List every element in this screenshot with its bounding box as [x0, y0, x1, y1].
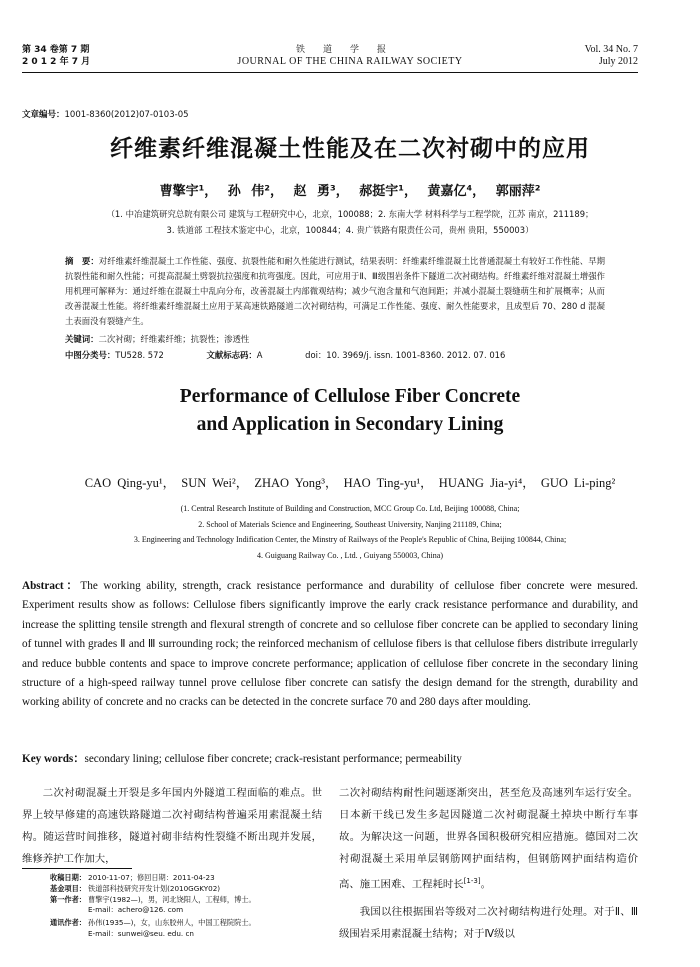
article-number-label: 文章编号： [22, 110, 65, 120]
footnote-rule [22, 868, 132, 869]
affiliation-cn-line: （1. 中冶建筑研究总院有限公司 建筑与工程研究中心，北京，100088；2. 东南大学 材料科学与工程学院，江苏 南京，211189； [106, 209, 594, 219]
title-en [0, 383, 700, 439]
footnote-received [30, 873, 330, 884]
title-en-line: and Application in Secondary Lining [196, 414, 504, 435]
affiliation-en-line: 2. School of Materials Science and Engineering, Southeast University, Nanjing 211189, China; [198, 519, 502, 529]
abstract-cn-text: 对纤维素纤维混凝土工作性能、强度、抗裂性能和耐久性能进行测试，结果表明：纤维素纤维混凝土比普通混凝土有较好工作性能、早期抗裂性能和耐久性能；可提高混凝土劈裂抗拉强度和抗弯强度。因此，可应用于Ⅱ、Ⅲ级围岩条件下隧道二次衬砌结构。纤维素纤维对混凝土增强作用机理可解释为：通过纤维在混凝土中乱向分布，改善混凝土内部微观结构；减少气泡含量和气泡间距；并减小混凝土裂缝萌生和扩展概率；从而改善混凝土性能。将纤维素纤维混凝土应用于某高速铁路隧道二次衬砌结构，可满足工作性能、强度、耐久性能要求，且成型后 70、280 d 混凝土表面没有裂缝产生。 [65, 256, 606, 326]
body-paragraph-text: 二次衬砌结构耐性问题逐渐突出，甚至危及高速列车运行安全。日本新干线已发生多起因隧道二次衬砌混凝土掉块中断行车事故。为解决这一问题，世界各国积极研究相应措施。德国对二次衬砌混凝土采用单层钢筋网护面结构，但钢筋网护面结构造价高、施工困难、工程耗时长 [339, 787, 638, 891]
footnote-label: 基金项目： [50, 883, 86, 893]
footnote-label: 第一作者： [50, 894, 86, 904]
authors-en: CAO Qing-yu¹， SUN Wei²， ZHAO Yong³， HAO Ting-yu¹， HUANG Jia-yi⁴， GUO Li-ping² [84, 476, 616, 490]
footnote-text: 2010-11-07；修回日期：2011-04-23 [88, 873, 215, 882]
affiliation-en-line: 4. Guiguang Railway Co. , Ltd. , Guiyang 550003, China) [257, 550, 443, 560]
affiliations-en [10, 501, 690, 563]
clc-label: 中图分类号： [65, 350, 116, 360]
corresponding-author-bio: 孙伟(1935—)，女，山东胶州人，中国工程院院士。 [88, 918, 256, 928]
header-date-cn: 2 0 1 2 年 7 月 [22, 57, 91, 67]
footnote-corresponding-author [30, 918, 330, 940]
keywords-en [22, 750, 638, 769]
abstract-en [22, 577, 638, 713]
footnote-text: 铁道部科技研究开发计划(2010GGKY02) [88, 883, 221, 893]
affiliation-en-line: 3. Engineering and Technology Indification Center, the Minstry of Railways of the People's Republic of China, Beijing 100844, China; [133, 535, 567, 545]
body-paragraph [339, 782, 638, 895]
doi: doi：10. 3969/j. issn. 1001-8360. 2012. 07. 016 [305, 350, 506, 360]
body-column-right [339, 782, 638, 945]
header-rule [22, 72, 638, 73]
affiliation-cn-line: 3. 铁道部 工程技术鉴定中心，北京，100844；4. 贵广铁路有限责任公司，贵州 贵阳，550003） [166, 225, 534, 235]
citation-ref: [1-3] [463, 877, 481, 885]
classification-cn [65, 348, 625, 363]
abstract-en-text: The working ability, strength, crack resistance performance and durability of cellulose fiber concrete were mesured. Experiment results show as follows: Cellulose fibers significantly improve the early crack resistance performance and durability, and increase the splitting tensile strength and flexural strength of concrete and so cellulose fiber concrete can be applied to secondary lining of tunnel with grades Ⅱ and Ⅲ surrounding rock; the reinforced mechanism of cellulose fibers is that cellulose fibers distribute irregularly and reduce bubble contents and space to improve concrete performance; application of cellulose fiber concrete in the secondary lining structure of a high-speed railway tunnel prove cellulose fiber concrete can satisfy the design demand for the strength, durability and working ability of concrete and no cracks can be detected in the concrete surface 70 and 280 days after moulding. [22, 580, 638, 709]
title-en-line: Performance of Cellulose Fiber Concrete [179, 386, 521, 407]
doc-code-value: A [256, 350, 263, 360]
body-paragraph: 我国以往根据围岩等级对二次衬砌结构进行处理。对于Ⅱ、Ⅲ级围岩采用素混凝土结构；对于Ⅳ级以 [339, 906, 638, 941]
footnote-first-author [30, 895, 330, 917]
abstract-en-label: Abstract： [22, 580, 81, 592]
article-number [22, 108, 189, 120]
affiliations-cn [30, 206, 670, 238]
body-paragraph: 二次衬砌混凝土开裂是多年国内外隧道工程面临的难点。世界上较早修建的高速铁路隧道二次衬砌结构普遍采用素混凝土结构。随运营时间推移，隧道衬砌非结构性裂缝不断出现并发展，维修养护工作加大， [22, 787, 322, 865]
footnote-text [88, 895, 330, 917]
keywords-cn [65, 332, 625, 347]
header-volume-cn: 第 34 卷第 7 期 [22, 45, 90, 55]
header-date-en: July 2012 [598, 56, 638, 67]
authors-cn: 曹擎宇¹， 孙 伟²， 赵 勇³， 郝挺宇¹， 黄嘉亿⁴， 郭丽萍² [159, 184, 541, 199]
footnote-label: 收稿日期： [50, 873, 86, 882]
doc-code-label: 文献标志码： [206, 350, 257, 360]
keywords-en-label: Key words： [22, 753, 85, 765]
article-number-value: 1001-8360(2012)07-0103-05 [64, 110, 189, 120]
first-author-bio: 曹擎宇(1982—)，男，河北饶阳人，工程师，博士。 [88, 894, 256, 904]
body-paragraph-end: 。 [480, 878, 491, 891]
corresponding-author-email: E-mail：sunwei@seu. edu. cn [88, 928, 194, 938]
header-issue-en [585, 44, 638, 68]
abstract-cn [65, 254, 605, 329]
keywords-cn-text: 二次衬砌；纤维素纤维；抗裂性；渗透性 [98, 334, 250, 344]
header-volume-en: Vol. 34 No. 7 [584, 44, 638, 55]
clc-value: TU528. 572 [115, 350, 164, 360]
body-column-left [22, 782, 322, 870]
footnote-label: 通讯作者： [50, 918, 86, 928]
abstract-cn-label: 摘 要： [65, 256, 99, 266]
header-journal-en: JOURNAL OF THE CHINA RAILWAY SOCIETY [237, 56, 463, 67]
title-cn: 纤维素纤维混凝土性能及在二次衬砌中的应用 [110, 136, 590, 162]
keywords-en-text: secondary lining; cellulose fiber concrete; crack-resistant performance; permeability [84, 753, 462, 765]
first-author-email: E-mail：achero@126. com [88, 905, 184, 915]
keywords-cn-label: 关键词： [65, 334, 99, 344]
footnote-fund [30, 884, 330, 895]
affiliation-en-line: (1. Central Research Institute of Building and Construction, MCC Group Co. Ltd, Beijing 100088, China; [180, 504, 520, 513]
header-journal-cn: 铁道学报 [295, 45, 404, 55]
footnote-text [88, 918, 330, 940]
footnotes [30, 873, 330, 940]
